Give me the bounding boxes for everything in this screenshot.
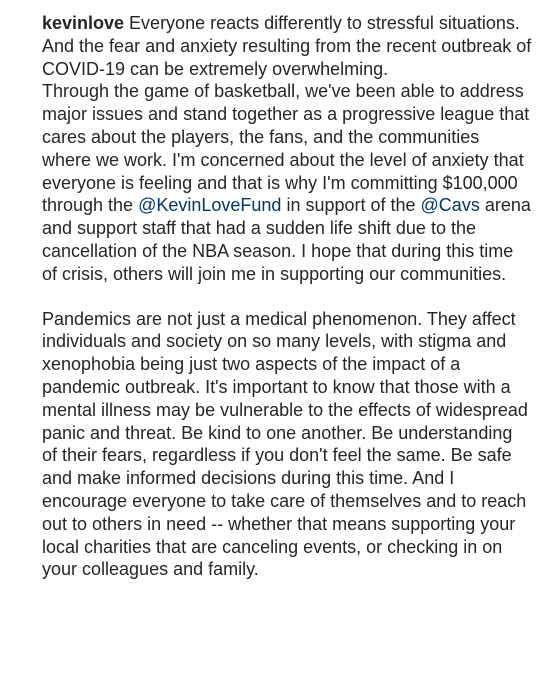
mention-cavs[interactable]: @Cavs (420, 195, 480, 216)
paragraph-2-text-b: in support of the (281, 195, 421, 216)
caption-paragraph-2 (42, 80, 532, 285)
caption-intro (42, 12, 532, 80)
paragraph-2-text-a: Through the game of basketball, we've been able to address major issues and stand together as a progressive league that cares about the players, the fans, and the communities where we work. I'm concerned about the level of anxiety that everyone is feeling and that is why I'm committing $100,000 through the (42, 81, 530, 216)
caption-intro-text: Everyone reacts differently to stressful situations. And the fear and anxiety resulting from the recent outbreak of COVID-19 can be extremely overwhelming. (42, 13, 532, 79)
username-link[interactable]: kevinlove (42, 13, 125, 33)
mention-kevinlovefund[interactable]: @KevinLoveFund (138, 195, 282, 216)
caption-paragraph-3: Pandemics are not just a medical phenomenon. They affect individuals and society on so many levels, with stigma and xenophobia being just two aspects of the impact of a pandemic outbreak. It's important to know that those with a mental illness may be vulnerable to the effects of widespread panic and threat. Be kind to one another. Be understanding of their fears, regardless if you don't feel the same. Be safe and make informed decisions during this time. And I encourage everyone to take care of themselves and to reach out to others in need -- whether that means supporting your local charities that are canceling events, or checking in on your colleagues and family. (42, 308, 528, 580)
post-caption (42, 12, 532, 581)
paragraph-2-text-c: arena and support staff that had a sudden life shift due to the cancellation of the NBA season. I hope that during this time of crisis, others will join me in supporting our communities. (42, 195, 531, 284)
